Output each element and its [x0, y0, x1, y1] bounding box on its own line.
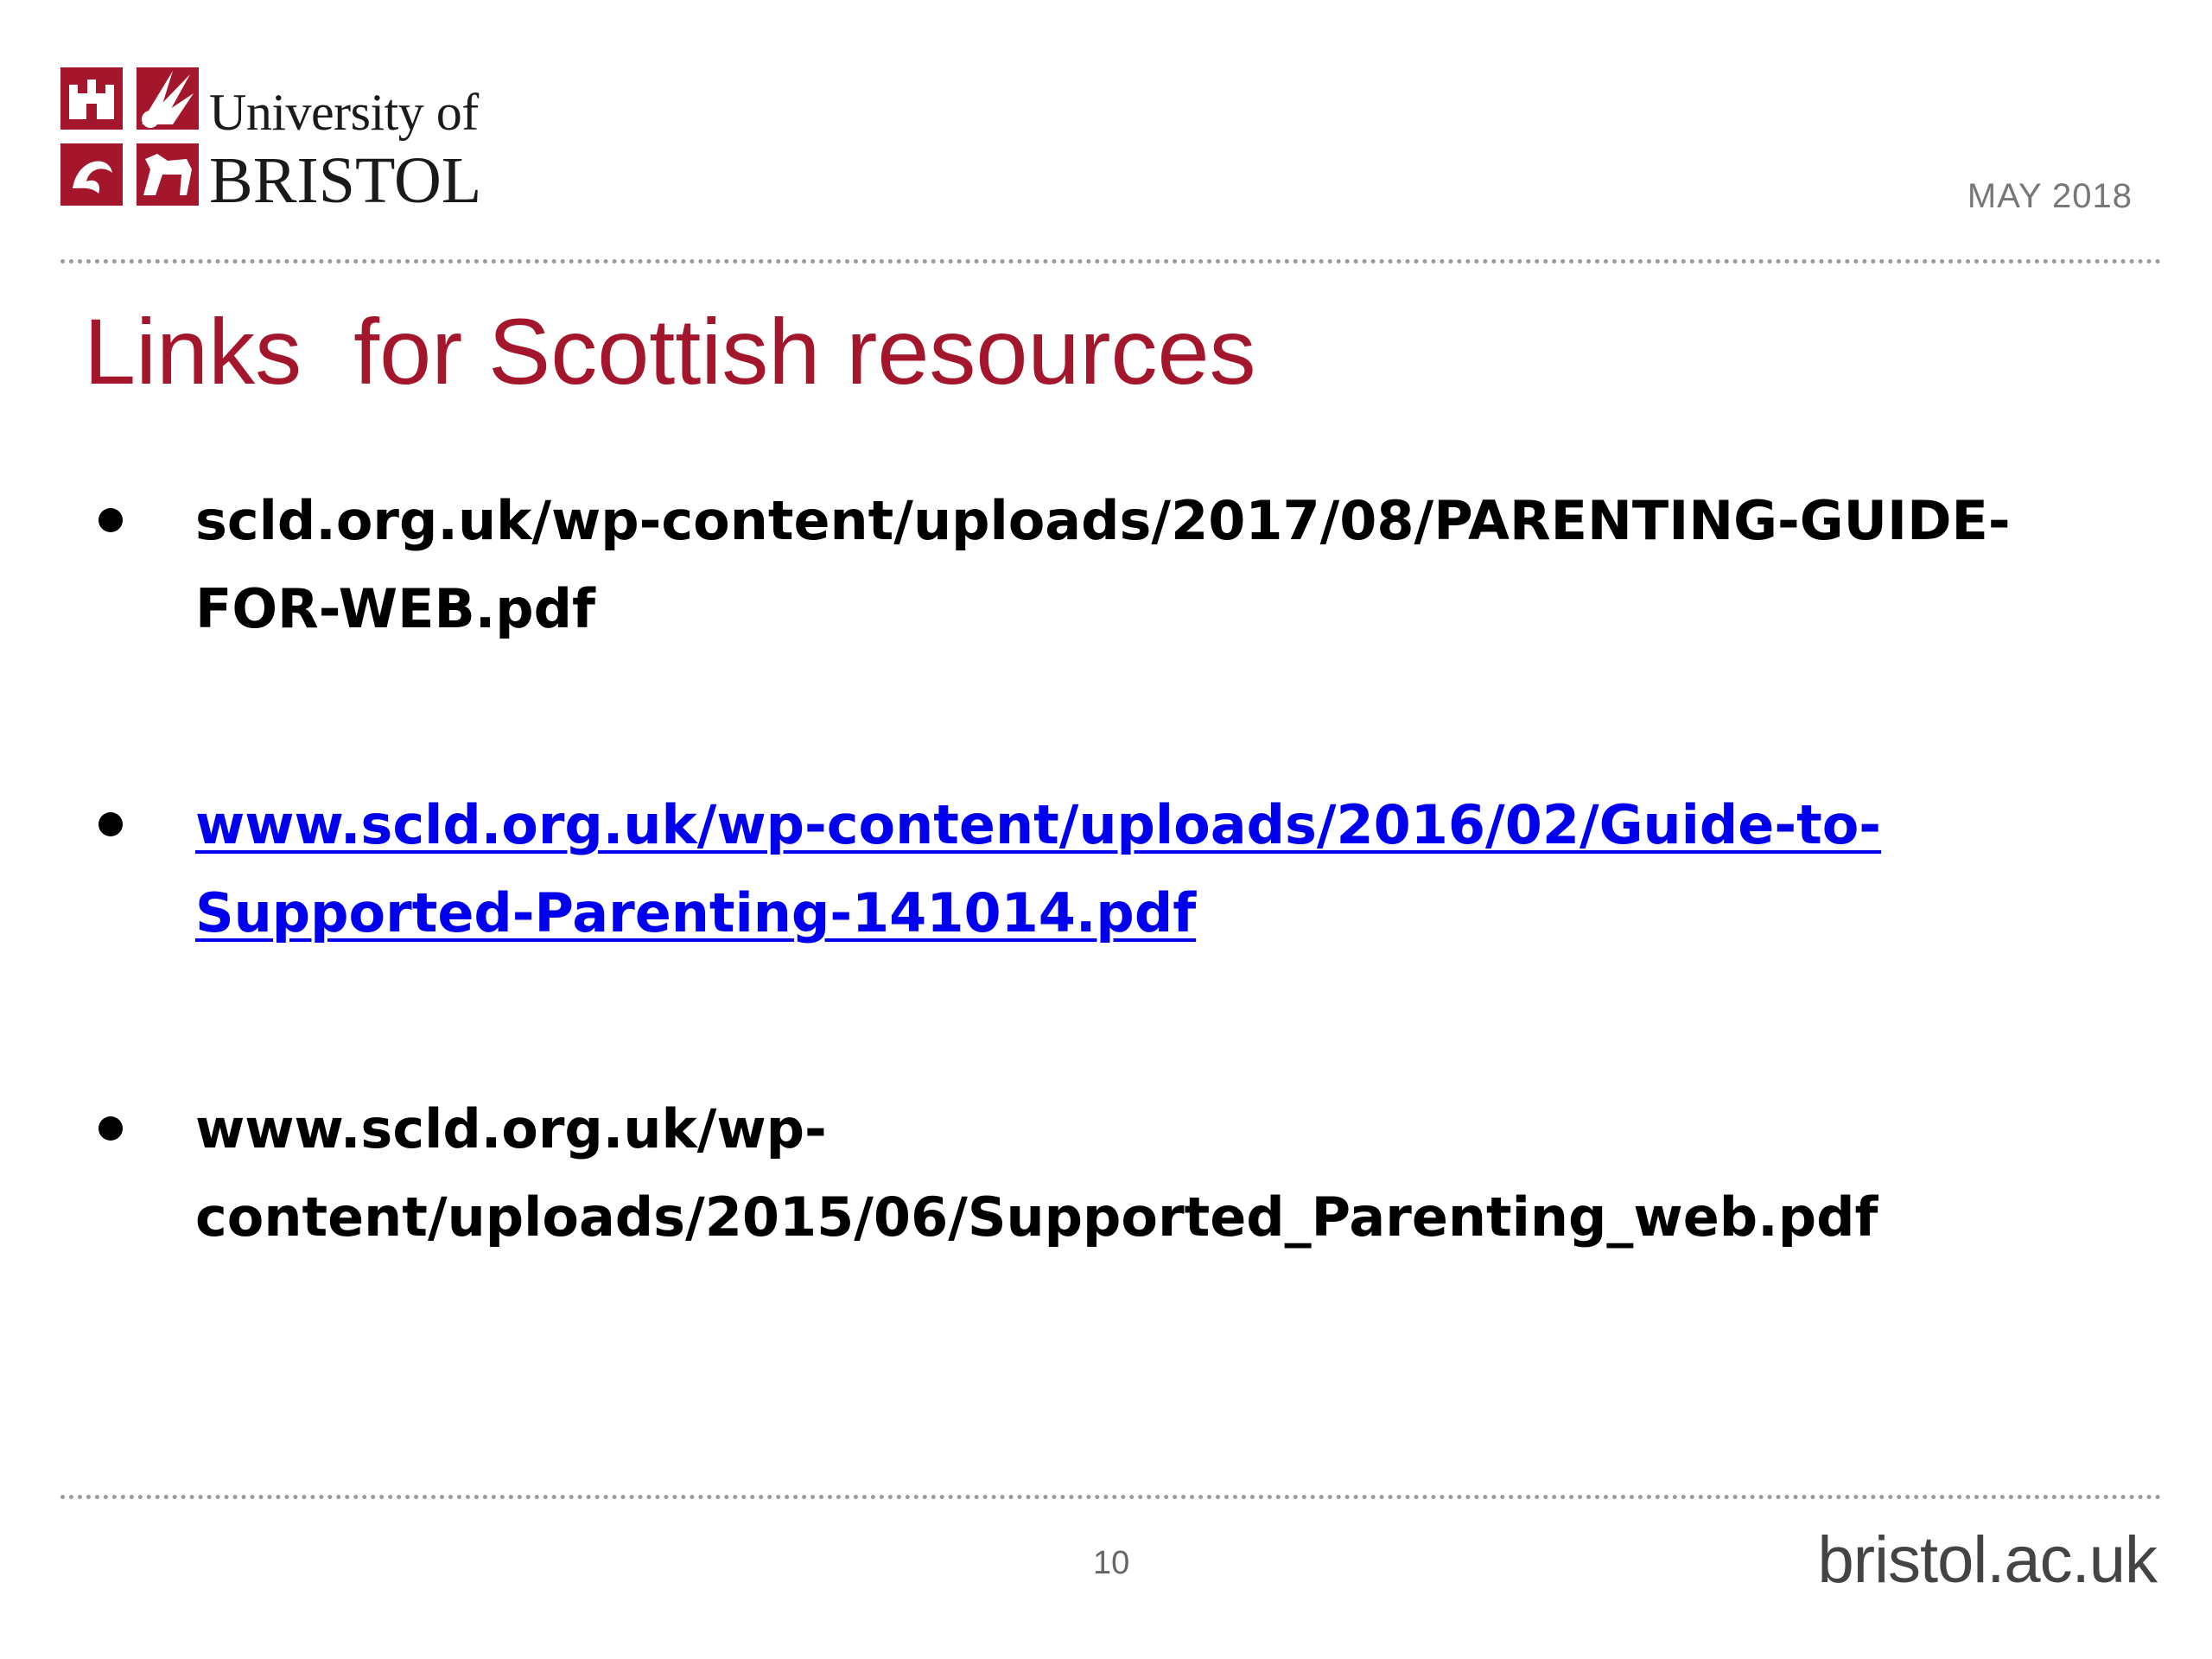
top-divider — [60, 259, 2162, 264]
bristol-crest-icon — [60, 67, 199, 206]
link-text-line[interactable]: Supported-Parenting-141014.pdf — [195, 881, 1197, 944]
logo-line-university: University of — [209, 84, 479, 141]
guide-to-supported-parenting-link[interactable] — [195, 781, 2143, 957]
resource-list — [86, 477, 2143, 1262]
bullet-text-line: scld.org.uk/wp-content/uploads/2017/08/PARENTING-GUIDE- — [195, 489, 2011, 552]
link-text-line[interactable]: www.scld.org.uk/wp-content/uploads/2016/02/Guide-to- — [195, 793, 1882, 856]
list-item — [86, 781, 2143, 957]
footer-site: bristol.ac.uk — [1817, 1523, 2157, 1597]
bullet-icon — [99, 812, 123, 836]
list-item — [86, 1085, 2143, 1262]
slide-title: Links for Scottish resources — [84, 299, 1256, 404]
bullet-text-line: www.scld.org.uk/wp- — [195, 1097, 827, 1160]
bottom-divider — [60, 1495, 2162, 1499]
page-number: 10 — [1093, 1545, 1130, 1581]
bullet-text-line: content/uploads/2015/06/Supported_Parenting_web.pdf — [195, 1185, 1878, 1249]
logo-line-bristol: BRISTOL — [209, 144, 482, 217]
bullet-text-line: FOR-WEB.pdf — [195, 577, 596, 640]
university-logo — [60, 67, 544, 217]
list-item — [86, 477, 2143, 653]
slide-date: MAY 2018 — [1967, 177, 2133, 215]
bullet-icon — [99, 508, 123, 532]
bullet-icon — [99, 1116, 123, 1141]
